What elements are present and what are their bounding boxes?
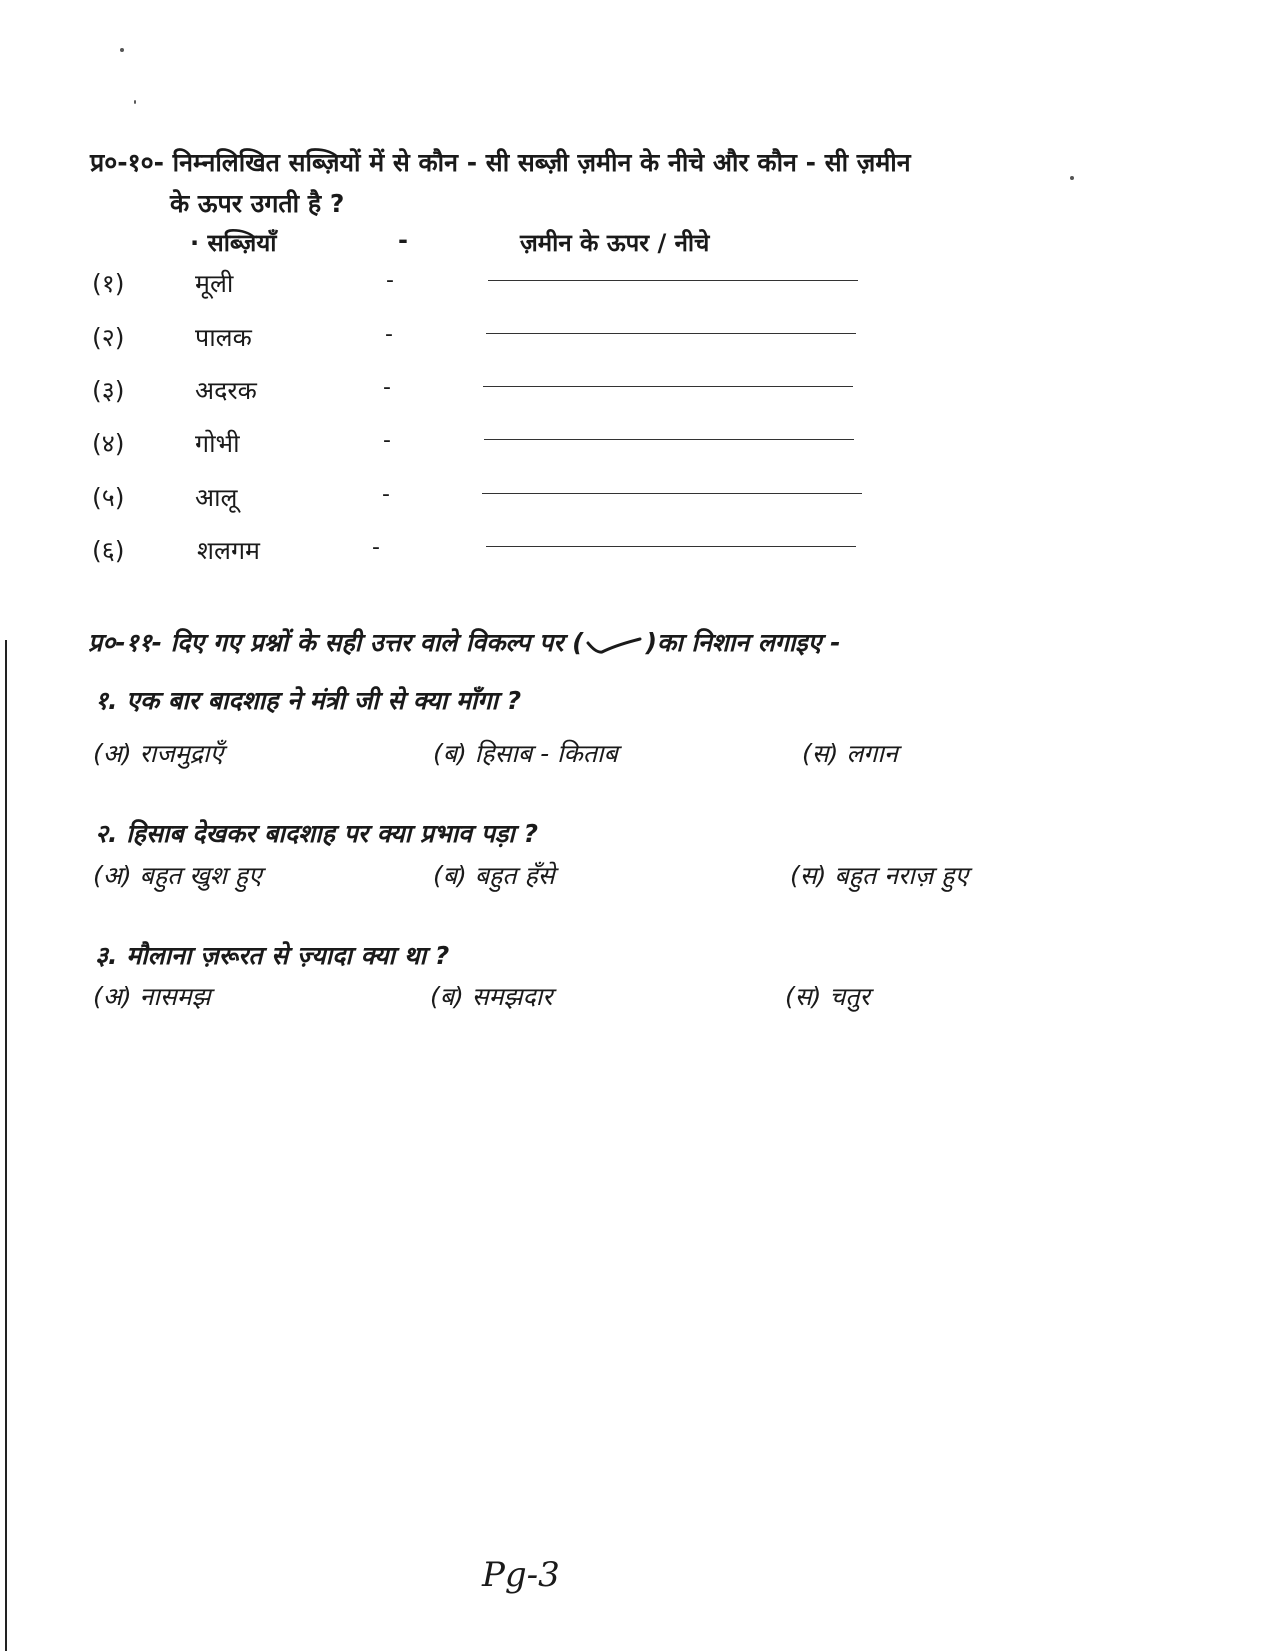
q11-instruction-end: )का निशान लगाइए - (645, 628, 841, 657)
q10-row-number: (४) (92, 429, 125, 458)
q10-row-vegetable: अदरक (195, 376, 257, 405)
answer-blank-line[interactable] (482, 493, 862, 494)
q10-row-dash: - (383, 375, 391, 400)
q11-question: २. हिसाब देखकर बादशाह पर क्या प्रभाव पड़ा ? (95, 819, 538, 848)
answer-blank-line[interactable] (486, 333, 856, 334)
q11-option-c[interactable]: (स) बहुत नराज़ हुए (790, 861, 969, 890)
q10-row-vegetable: गोभी (195, 429, 240, 458)
q11-option-a[interactable]: (अ) नासमझ (93, 982, 211, 1011)
q10-row-dash: - (386, 268, 394, 293)
q10-row-dash: - (385, 322, 393, 347)
scan-speck (134, 100, 136, 104)
q11-option-a[interactable]: (अ) बहुत खुश हुए (93, 861, 262, 890)
q10-header-vegetables: · सब्ज़ियाँ (190, 229, 277, 257)
q11-option-b[interactable]: (ब) समझदार (430, 982, 553, 1011)
q10-prompt-line2: के ऊपर उगती है ? (170, 189, 345, 218)
scan-margin-line (5, 640, 7, 1651)
scan-speck (120, 48, 124, 52)
q11-option-c[interactable]: (स) चतुर (785, 982, 870, 1011)
q10-row-number: (५) (92, 483, 125, 512)
q11-question: ३. मौलाना ज़रूरत से ज़्यादा क्या था ? (95, 941, 450, 970)
q10-header-dash: - (398, 226, 408, 254)
q10-row-number: (३) (92, 376, 125, 405)
q10-row-number: (६) (92, 536, 125, 565)
q10-row-dash: - (382, 482, 390, 507)
q10-row-dash: - (383, 428, 391, 453)
q10-row-vegetable: मूली (195, 269, 234, 298)
q10-row-dash: - (372, 535, 380, 560)
q10-row-vegetable: पालक (195, 323, 252, 352)
q11-option-c[interactable]: (स) लगान (802, 739, 898, 768)
q11-instruction (88, 625, 840, 659)
q11-option-b[interactable]: (ब) हिसाब - किताब (433, 739, 618, 768)
q10-row-number: (१) (92, 269, 125, 298)
answer-blank-line[interactable] (483, 386, 853, 387)
q10-prompt-line1: प्र०-१०- निम्नलिखित सब्ज़ियों में से कौन - सी सब्ज़ी ज़मीन के नीचे और कौन - सी ज़मीन (90, 148, 911, 177)
q10-row-number: (२) (92, 323, 125, 352)
q11-option-a[interactable]: (अ) राजमुद्राएँ (93, 739, 224, 768)
q10-header-vegetables-label: सब्ज़ियाँ (207, 229, 277, 257)
q10-row-vegetable: आलू (195, 483, 238, 512)
q11-instruction-start: प्र०-११- दिए गए प्रश्नों के सही उत्तर वाले विकल्प पर ( (88, 628, 584, 657)
q11-question: १. एक बार बादशाह ने मंत्री जी से क्या माँगा ? (95, 686, 522, 715)
answer-blank-line[interactable] (488, 280, 858, 281)
checkmark-icon (586, 631, 644, 657)
q11-option-b[interactable]: (ब) बहुत हँसे (433, 861, 555, 890)
scan-speck (1070, 176, 1074, 180)
answer-blank-line[interactable] (486, 546, 856, 547)
q10-header-answer: ज़मीन के ऊपर / नीचे (520, 229, 710, 257)
page-number: Pg-3 (482, 1555, 560, 1595)
answer-blank-line[interactable] (484, 439, 854, 440)
q10-row-vegetable: शलगम (197, 536, 260, 565)
